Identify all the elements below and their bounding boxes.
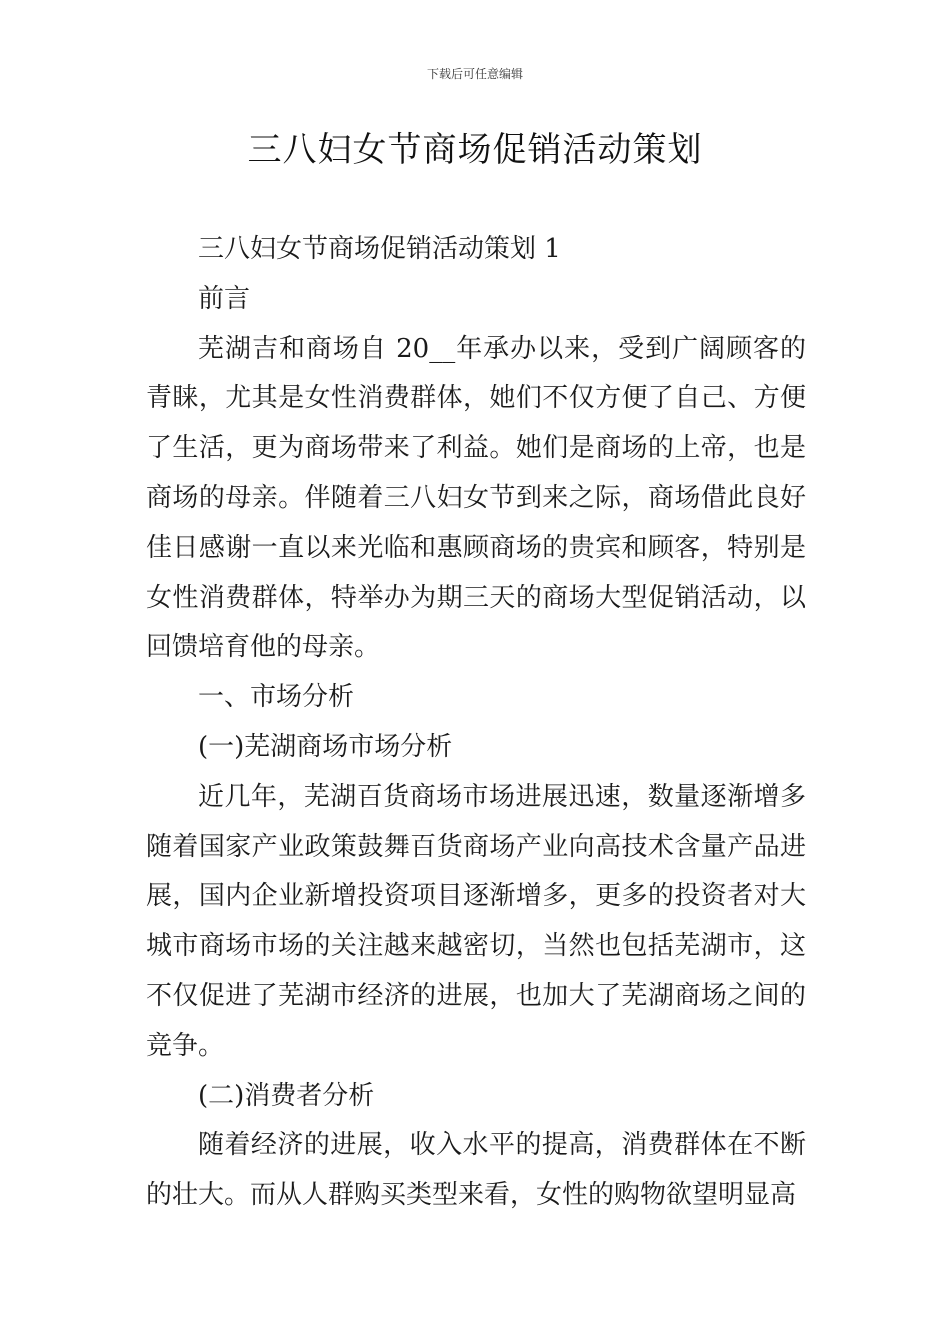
body-paragraph: 随着经济的进展，收入水平的提高，消费群体在不断的壮大。而从人群购买类型来看，女性的购物欲望明显高 xyxy=(146,1130,806,1211)
document-title: 三八妇女节商场促销活动策划 xyxy=(247,130,703,170)
subsection-heading: (一)芜湖商场市场分析 xyxy=(198,731,453,762)
document-body xyxy=(146,225,806,1221)
header-note: 下载后可任意编辑 xyxy=(426,67,523,81)
section-heading: 三八妇女节商场促销活动策划 1 xyxy=(198,234,561,264)
body-paragraph: 近几年，芜湖百货商场市场进展迅速，数量逐渐增多随着国家产业政策鼓舞百货商场产业向高技术含量产品进展，国内企业新增投资项目逐渐增多，更多的投资者对大城市商场市场的关注越来越密切，当然也包括芜湖市，这不仅促进了芜湖市经济的进展，也加大了芜湖商场之间的竞争。 xyxy=(146,781,806,1061)
subsection-heading: (二)消费者分析 xyxy=(198,1080,375,1111)
body-paragraph: 芜湖吉和商场自 20__年承办以来，受到广阔顾客的青睐，尤其是女性消费群体，她们不仅方便了自己、方便了生活，更为商场带来了利益。她们是商场的上帝，也是商场的母亲。伴随着三八妇女节到来之际，商场借此良好佳日感谢一直以来光临和惠顾商场的贵宾和顾客，特别是女性消费群体，特举办为期三天的商场大型促销活动，以回馈培育他的母亲。 xyxy=(146,333,806,663)
section-heading: 一、市场分析 xyxy=(198,682,355,713)
preface-heading: 前言 xyxy=(198,283,251,314)
